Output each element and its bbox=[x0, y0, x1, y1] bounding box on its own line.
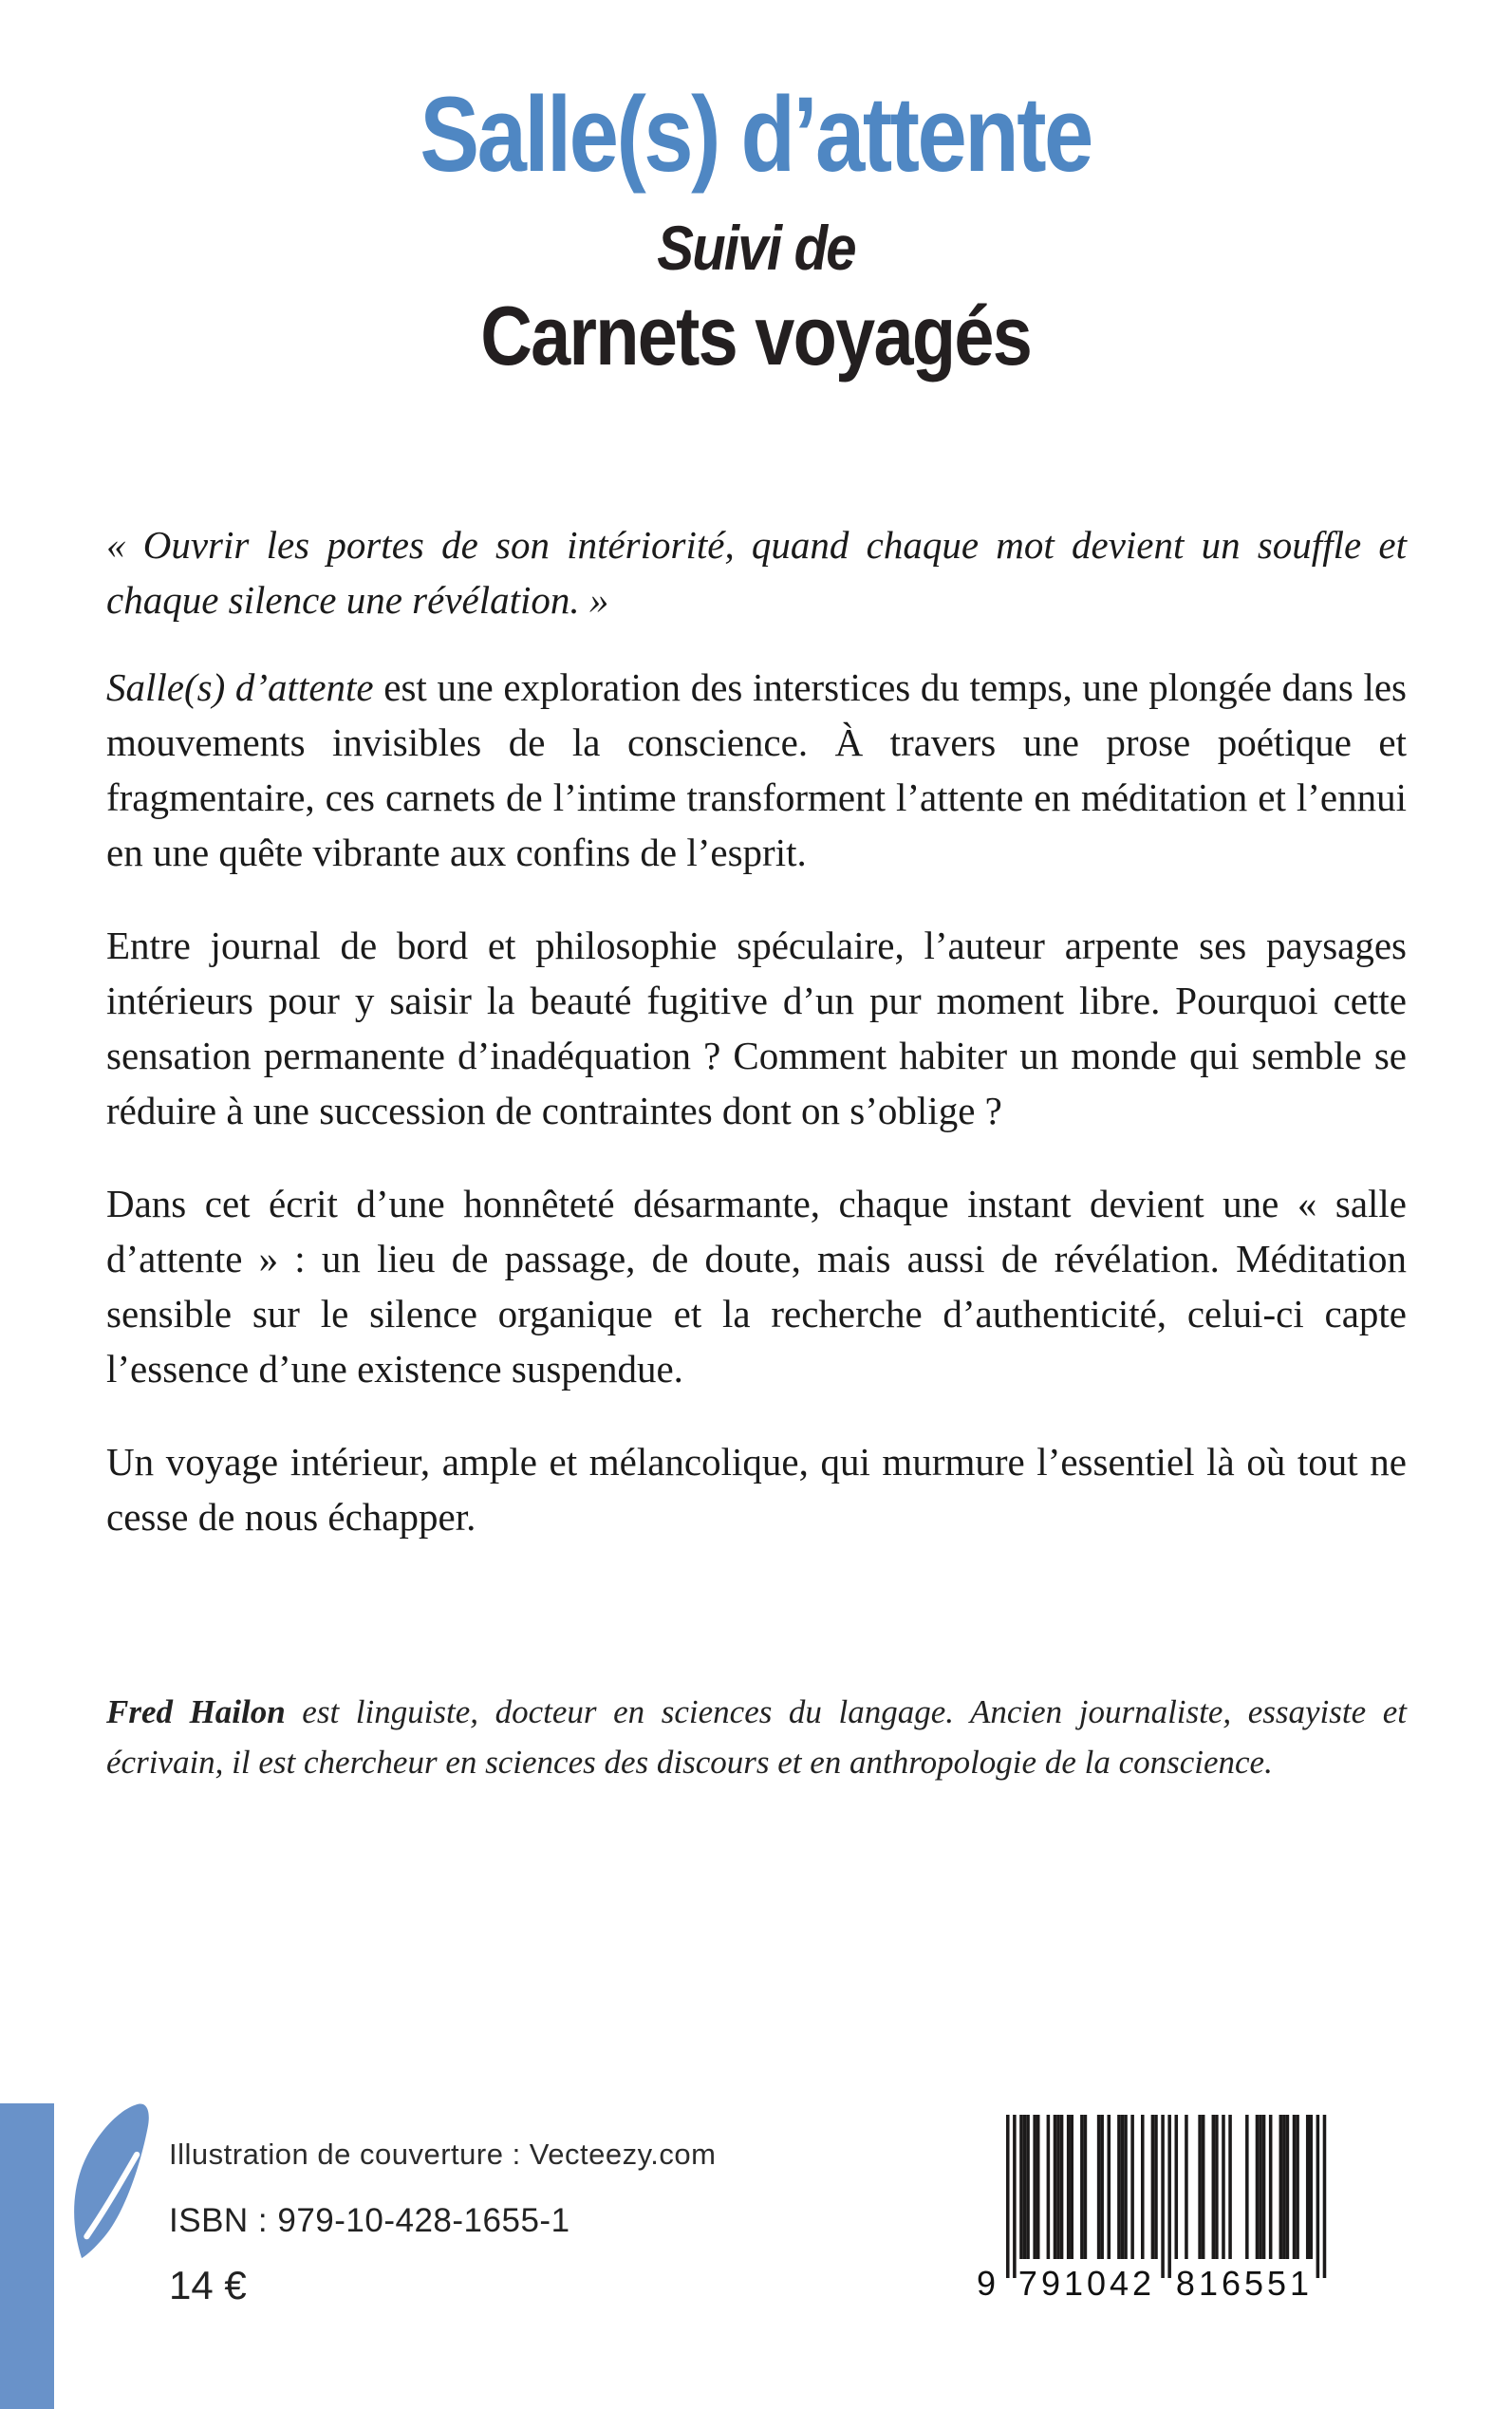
illustration-credit: Illustration de couverture : Vecteezy.com bbox=[169, 2138, 717, 2171]
subtitle-row bbox=[0, 279, 1512, 383]
synopsis-paragraph-3 bbox=[106, 1176, 1407, 1396]
feather-logo-icon bbox=[68, 2101, 152, 2263]
paragraph-text: Un voyage intérieur, ample et mélancolique, qui murmure l’essentiel là où tout ne cesse de nous échapper. bbox=[106, 1440, 1407, 1539]
synopsis-paragraph-1 bbox=[106, 660, 1407, 880]
back-cover-text bbox=[106, 517, 1407, 1787]
barcode-digits-right: 816551 bbox=[1175, 2264, 1314, 2303]
paragraph-text: est une exploration des interstices du temps, une plongée dans les mouvements invisibles de la conscience. À travers une prose poétique et fragmentaire, ces carnets de l’intime transforment l’attente en méditation et l’ennui en une quête vibrante aux confins de l’esprit. bbox=[106, 665, 1407, 874]
barcode-digits-left: 791042 bbox=[1017, 2264, 1156, 2303]
title-row bbox=[0, 75, 1512, 194]
subtitle-prefix: Suivi de bbox=[657, 213, 855, 283]
synopsis-paragraph-4 bbox=[106, 1434, 1407, 1544]
paragraph-lead-italic: Salle(s) d’attente bbox=[106, 665, 374, 709]
subtitle-prefix-row bbox=[0, 188, 1512, 283]
paragraph-text: Dans cet écrit d’une honnêteté désarmante, chaque instant devient une « salle d’attente » : un lieu de passage, de doute, mais aussi de révélation. Méditation sensible sur le silence organique et la recherche d’authenticité, celui-ci capte l’essence d’une existence suspendue. bbox=[106, 1182, 1407, 1391]
ean-barcode bbox=[976, 2115, 1336, 2316]
subtitle-title: Carnets voyagés bbox=[480, 289, 1032, 383]
publisher-accent-bar bbox=[0, 2103, 54, 2409]
paragraph-text: Entre journal de bord et philosophie spéculaire, l’auteur arpente ses paysages intérieurs pour y saisir la beauté fugitive d’un pur moment libre. Pourquoi cette sensation permanente d’inadéquation ? Comment habiter un monde qui semble se réduire à une succession de contraintes dont on s’oblige ? bbox=[106, 924, 1407, 1132]
author-name: Fred Hailon bbox=[106, 1693, 286, 1730]
synopsis-paragraph-2 bbox=[106, 918, 1407, 1138]
epigraph-quote: « Ouvrir les portes de son intériorité, quand chaque mot devient un souffle et chaque silence une révélation. » bbox=[106, 523, 1407, 622]
price-text: 14 € bbox=[169, 2263, 247, 2307]
barcode-digit-prefix: 9 bbox=[976, 2264, 997, 2303]
title-block bbox=[0, 75, 1512, 383]
book-title: Salle(s) d’attente bbox=[420, 75, 1092, 194]
author-bio bbox=[106, 1687, 1407, 1787]
isbn-text: ISBN : 979-10-428-1655-1 bbox=[169, 2202, 570, 2239]
author-bio-text: est linguiste, docteur en sciences du langage. Ancien journaliste, essayiste et écrivain, il est chercheur en sciences des discours et en anthropologie de la conscience. bbox=[106, 1693, 1407, 1781]
